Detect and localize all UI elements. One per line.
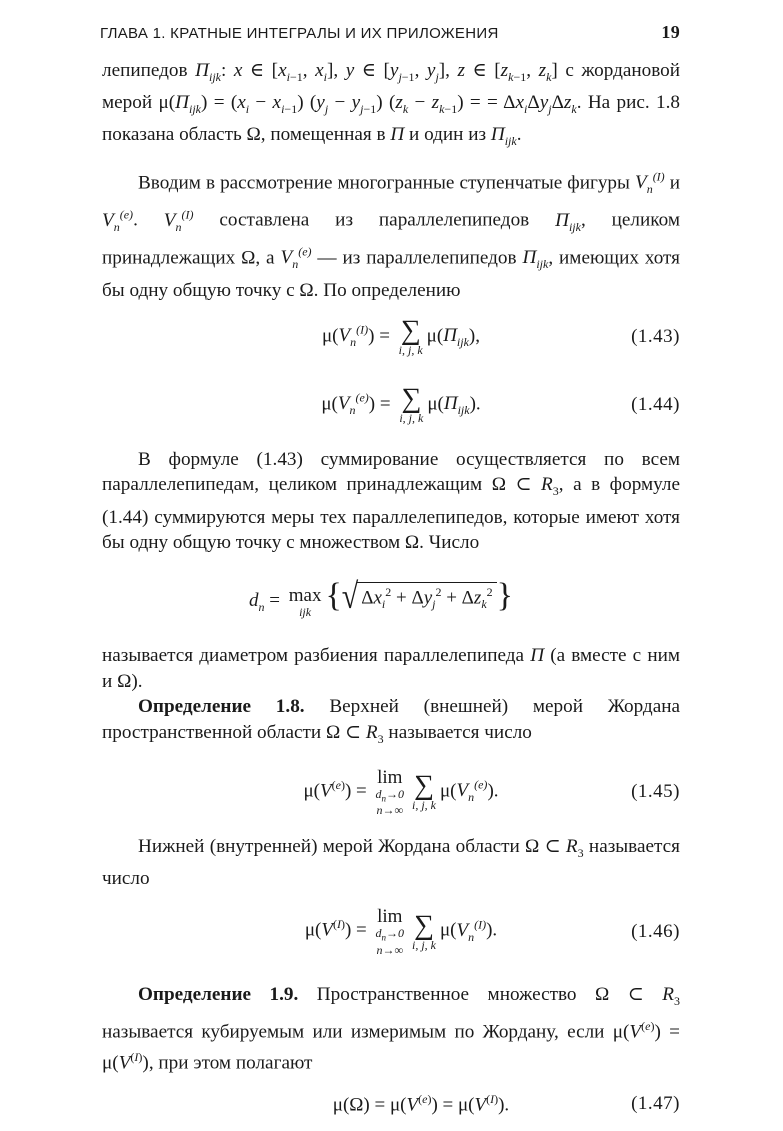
paragraph-3: В формуле (1.43) суммирование осуществляется по всем параллелепипедам, целиком принадлежащим Ω ⊂ $R_3$, а в формуле (1.44) суммируются меры тех параллелепипедов, которые имеют хотя бы одну общую точку с множеством Ω. Число — [102, 448, 680, 554]
equation-1-45: $\mu(V^{(e)})$ = lim $d_n\to 0$ n→∞ ∑ i, j, k $\mu(V_n^{(e)})$. (1.45) — [303, 766, 680, 818]
definition-1-8: Определение 1.8. Верхней (внешней) мерой Жордана пространственной области Ω ⊂ $R_3$ называется число — [102, 696, 680, 746]
paragraph-4: называется диаметром разбиения параллелепипеда Π (а вместе с ним и Ω). — [102, 645, 680, 692]
equation-1-44: $\mu(V_n^{(e)})$ = ∑ i, j, k $\mu(\Pi_{ijk})$. (1.44) — [321, 382, 680, 425]
paragraph-5: Нижней (внутренней) мерой Жордана области Ω ⊂ $R_3$ называется число — [102, 835, 680, 890]
equation-1-46: $\mu(V^{(I)})$ = lim $d_n\to 0$ n→∞ ∑ i, j, k $\mu(V_n^{(I)})$. (1.46) — [304, 906, 680, 957]
running-header — [100, 22, 680, 58]
equation-1-43: $\mu(V_n^{(I)})$ = ∑ i, j, k $\mu(\Pi_{ijk})$, (1.43) — [322, 314, 680, 357]
definition-1-9: Определение 1.9. Пространственное множество Ω ⊂ $R_3$ называется кубируемым или измеримым по Жордану, если $\mu(V^{(e)}) = \mu(V^{(I)})$, при этом полагают — [102, 983, 680, 1073]
equation-diameter: $d_n$ = max ijk { √ $\Delta x_i^2 + \Delta y_j^2 + \Delta z_k^2$ } — [249, 576, 513, 619]
paragraph-1: лепипедов $\Pi_{ijk}$: x ∈ [$x_{i-1}$, $x_i$], y ∈ [$y_{j-1}$, $y_j$], z ∈ [$z_{k-1}$, $z_k$] с жордановой мерой $\mu(\Pi_{ijk}) = (x_i - x_{i-1}) (y_j - y_{j-1}) (z_k - z_{k-1})$ = = $\Delta x_i\Delta y_j\Delta z_k$. На рис. 1.8 показана область Ω, помещенная в Π и один из $\Pi_{ijk}$. — [102, 60, 681, 149]
running-title: ГЛАВА 1. КРАТНЫЕ ИНТЕГРАЛЫ И ИХ ПРИЛОЖЕНИЯ — [100, 25, 499, 42]
page-number: 19 — [661, 22, 680, 42]
page — [102, 22, 680, 1127]
equation-1-47: $\mu(\Omega) = \mu(V^{(e)}) = \mu(V^{(I)})$. (1.47) — [332, 1092, 680, 1116]
paragraph-2: Вводим в рассмотрение многогранные ступенчатые фигуры $V_n^{(I)}$ и $V_n^{(e)}$. $V_n^{(I)}$ составлена из параллелепипедов $\Pi_{ijk}$, целиком принадлежащих Ω, а $V_n^{(e)}$ — из параллелепипедов $\Pi_{ijk}$, имеющих хотя бы одну общую точку с Ω. По определению — [102, 169, 681, 301]
